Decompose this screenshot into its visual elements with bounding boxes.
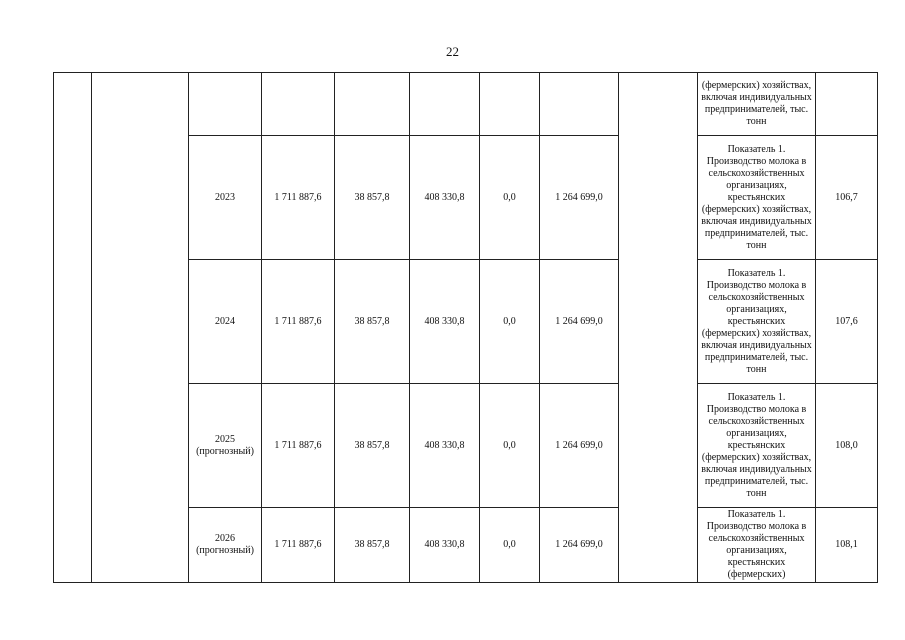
extrabudget-cell: 1 264 699,0 xyxy=(540,384,619,508)
table-row xyxy=(54,73,878,136)
year-cell xyxy=(189,73,262,136)
program-table xyxy=(53,72,878,583)
federal-cell xyxy=(335,73,410,136)
regional-cell: 408 330,8 xyxy=(410,508,480,583)
indicator-cell: Показатель 1. Производство молока в сельскохозяйственных организациях, крестьянских (фермерских) хозяйствах, включая индивидуальных предпринимателей, тыс. тонн xyxy=(698,260,816,384)
local-cell: 0,0 xyxy=(480,260,540,384)
local-cell xyxy=(480,73,540,136)
extrabudget-cell xyxy=(540,73,619,136)
extrabudget-cell: 1 264 699,0 xyxy=(540,136,619,260)
local-cell: 0,0 xyxy=(480,384,540,508)
regional-cell: 408 330,8 xyxy=(410,136,480,260)
federal-cell: 38 857,8 xyxy=(335,508,410,583)
indicator-value-cell: 107,6 xyxy=(816,260,878,384)
local-cell: 0,0 xyxy=(480,136,540,260)
indicator-cell: Показатель 1. Производство молока в сельскохозяйственных организациях, крестьянских (фермерских) хозяйствах, включая индивидуальных предпринимателей, тыс. тонн xyxy=(698,136,816,260)
total-cell: 1 711 887,6 xyxy=(262,136,335,260)
indicator-value-cell: 106,7 xyxy=(816,136,878,260)
federal-cell: 38 857,8 xyxy=(335,260,410,384)
year-cell: 2024 xyxy=(189,260,262,384)
regional-cell: 408 330,8 xyxy=(410,260,480,384)
local-cell: 0,0 xyxy=(480,508,540,583)
total-cell: 1 711 887,6 xyxy=(262,508,335,583)
merged-cell-executor xyxy=(619,73,698,583)
year-cell: 2023 xyxy=(189,136,262,260)
regional-cell xyxy=(410,73,480,136)
total-cell: 1 711 887,6 xyxy=(262,384,335,508)
year-cell: 2026 (прогнозный) xyxy=(189,508,262,583)
indicator-cell: (фермерских) хозяйствах, включая индивидуальных предпринимателей, тыс. тонн xyxy=(698,73,816,136)
indicator-value-cell xyxy=(816,73,878,136)
indicator-cell: Показатель 1. Производство молока в сельскохозяйственных организациях, крестьянских (фермерских) xyxy=(698,508,816,583)
indicator-cell: Показатель 1. Производство молока в сельскохозяйственных организациях, крестьянских (фермерских) хозяйствах, включая индивидуальных предпринимателей, тыс. тонн xyxy=(698,384,816,508)
year-cell: 2025 (прогнозный) xyxy=(189,384,262,508)
page-number: 22 xyxy=(446,44,459,59)
indicator-value-cell: 108,1 xyxy=(816,508,878,583)
extrabudget-cell: 1 264 699,0 xyxy=(540,260,619,384)
regional-cell: 408 330,8 xyxy=(410,384,480,508)
total-cell xyxy=(262,73,335,136)
merged-cell-number xyxy=(54,73,92,583)
indicator-value-cell: 108,0 xyxy=(816,384,878,508)
extrabudget-cell: 1 264 699,0 xyxy=(540,508,619,583)
federal-cell: 38 857,8 xyxy=(335,136,410,260)
total-cell: 1 711 887,6 xyxy=(262,260,335,384)
merged-cell-name xyxy=(92,73,189,583)
federal-cell: 38 857,8 xyxy=(335,384,410,508)
